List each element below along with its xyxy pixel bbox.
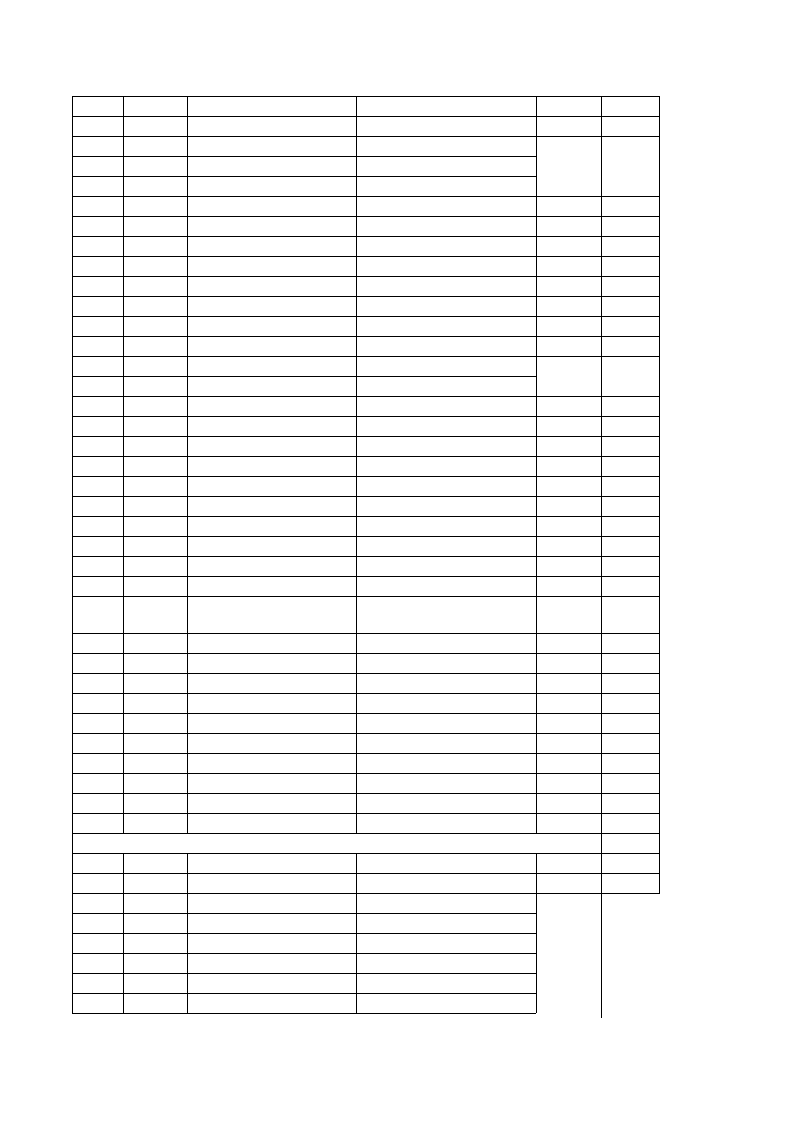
item-cell <box>356 296 536 316</box>
item-cell <box>356 256 536 276</box>
code-cell <box>72 256 123 276</box>
item-cell <box>356 793 536 813</box>
new-code-cell <box>601 216 660 236</box>
item-cell <box>356 116 536 136</box>
status-cell <box>536 873 601 893</box>
code-cell <box>72 933 123 953</box>
code-cell <box>72 793 123 813</box>
row-gridline <box>72 893 660 894</box>
new-code-cell <box>601 733 660 753</box>
new-code-cell <box>601 396 660 416</box>
item-cell <box>356 953 536 973</box>
code-cell <box>72 176 123 196</box>
code-cell <box>72 516 123 536</box>
item-cell <box>356 456 536 476</box>
subcategory-cell <box>187 813 356 833</box>
column-gridline <box>123 853 124 1013</box>
new-code-cell <box>601 196 660 216</box>
code-cell <box>72 376 123 396</box>
code-cell <box>72 436 123 456</box>
item-cell <box>356 476 536 496</box>
code-cell <box>72 653 123 673</box>
code-cell <box>72 733 123 753</box>
subcategory-cell <box>187 136 356 156</box>
item-cell <box>356 336 536 356</box>
code-cell <box>72 496 123 516</box>
status-cell <box>536 116 601 136</box>
code-cell <box>72 953 123 973</box>
code-cell <box>72 316 123 336</box>
subcategory-cell <box>187 356 356 376</box>
item-cell <box>356 496 536 516</box>
status-cell <box>536 753 660 773</box>
status-cell <box>536 693 660 713</box>
code-cell <box>72 753 123 773</box>
item-cell <box>356 733 536 753</box>
new-code-cell <box>601 436 660 456</box>
code-cell <box>72 556 123 576</box>
code-cell <box>72 873 123 893</box>
status-cell <box>536 773 601 793</box>
new-code-cell <box>601 276 660 296</box>
new-code-cell <box>601 773 660 793</box>
item-cell <box>356 673 536 693</box>
new-code-cell <box>601 873 660 893</box>
status-cell <box>536 136 601 196</box>
row-gridline <box>72 196 660 197</box>
subcategory-cell <box>187 893 356 913</box>
status-cell <box>536 416 601 436</box>
status-cell <box>536 96 601 116</box>
new-code-cell <box>601 596 660 633</box>
code-cell <box>72 116 123 136</box>
status-cell <box>536 556 660 576</box>
status-cell <box>536 673 660 693</box>
status-cell <box>536 833 601 853</box>
code-cell <box>72 156 123 176</box>
item-cell <box>356 973 536 993</box>
item-cell <box>356 933 536 953</box>
code-cell <box>72 596 123 633</box>
code-cell <box>72 416 123 436</box>
spreadsheet-table <box>72 96 660 1016</box>
code-cell <box>72 973 123 993</box>
status-cell <box>536 633 601 653</box>
row-gridline <box>72 276 660 277</box>
code-cell <box>72 396 123 416</box>
new-code-cell <box>601 236 660 256</box>
new-code-cell <box>601 296 660 316</box>
item-cell <box>356 993 536 1013</box>
status-cell <box>536 396 601 416</box>
item-cell <box>356 693 536 713</box>
status-cell <box>536 476 660 496</box>
status-cell <box>536 356 601 396</box>
code-cell <box>72 196 123 216</box>
code-cell <box>72 913 123 933</box>
item-cell <box>356 913 536 933</box>
item-cell <box>356 436 536 456</box>
status-cell <box>536 456 660 476</box>
code-cell <box>72 356 123 376</box>
column-gridline <box>123 96 124 833</box>
code-cell <box>72 216 123 236</box>
new-code-cell <box>601 416 660 436</box>
status-cell <box>536 256 601 276</box>
code-cell <box>72 336 123 356</box>
item-cell <box>356 596 536 633</box>
status-cell <box>536 436 601 456</box>
item-cell <box>356 96 536 116</box>
code-cell <box>72 713 123 733</box>
new-code-cell <box>601 336 660 356</box>
status-cell <box>536 733 601 753</box>
item-cell <box>356 316 536 336</box>
subcategory-cell <box>187 873 356 893</box>
code-cell <box>72 96 123 116</box>
code-cell <box>72 813 123 833</box>
category-cell <box>123 396 187 416</box>
code-cell <box>72 693 123 713</box>
new-code-cell <box>601 853 660 873</box>
code-cell <box>72 456 123 476</box>
status-cell <box>536 496 660 516</box>
code-cell <box>72 136 123 156</box>
subcategory-cell <box>187 416 356 436</box>
code-cell <box>72 296 123 316</box>
code-cell <box>72 633 123 653</box>
item-cell <box>356 773 536 793</box>
code-cell <box>72 673 123 693</box>
item-cell <box>356 536 536 556</box>
item-cell <box>356 516 536 536</box>
subcategory-cell <box>187 196 356 216</box>
item-cell <box>356 236 536 256</box>
subcategory-cell <box>187 576 356 596</box>
code-cell <box>72 536 123 556</box>
status-cell <box>536 853 601 873</box>
status-cell <box>536 713 601 733</box>
item-cell <box>356 156 536 176</box>
status-cell <box>536 596 601 633</box>
code-cell <box>72 853 123 873</box>
status-cell <box>536 536 660 556</box>
status-cell <box>536 653 660 673</box>
code-cell <box>72 773 123 793</box>
row-gridline <box>72 576 660 577</box>
new-code-cell <box>601 833 660 853</box>
item-cell <box>356 376 536 396</box>
subcategory-cell <box>187 853 356 873</box>
new-code-cell <box>601 96 660 116</box>
new-code-cell <box>601 713 660 733</box>
code-cell <box>72 893 123 913</box>
status-cell <box>536 516 660 536</box>
code-cell <box>72 993 123 1013</box>
item-cell <box>356 753 536 773</box>
code-cell <box>72 236 123 256</box>
subcategory-cell <box>187 276 356 296</box>
status-cell <box>536 813 601 833</box>
row-gridline <box>72 1013 536 1014</box>
subcategory-cell <box>187 396 536 416</box>
new-code-cell <box>601 633 660 653</box>
item-cell <box>356 556 536 576</box>
item-cell <box>356 176 536 196</box>
item-cell <box>356 216 536 236</box>
status-cell <box>536 793 660 813</box>
item-cell <box>356 653 536 673</box>
code-cell <box>72 576 123 596</box>
code-cell <box>72 276 123 296</box>
subcategory-cell <box>187 713 356 733</box>
item-cell <box>356 633 536 653</box>
code-cell <box>72 476 123 496</box>
